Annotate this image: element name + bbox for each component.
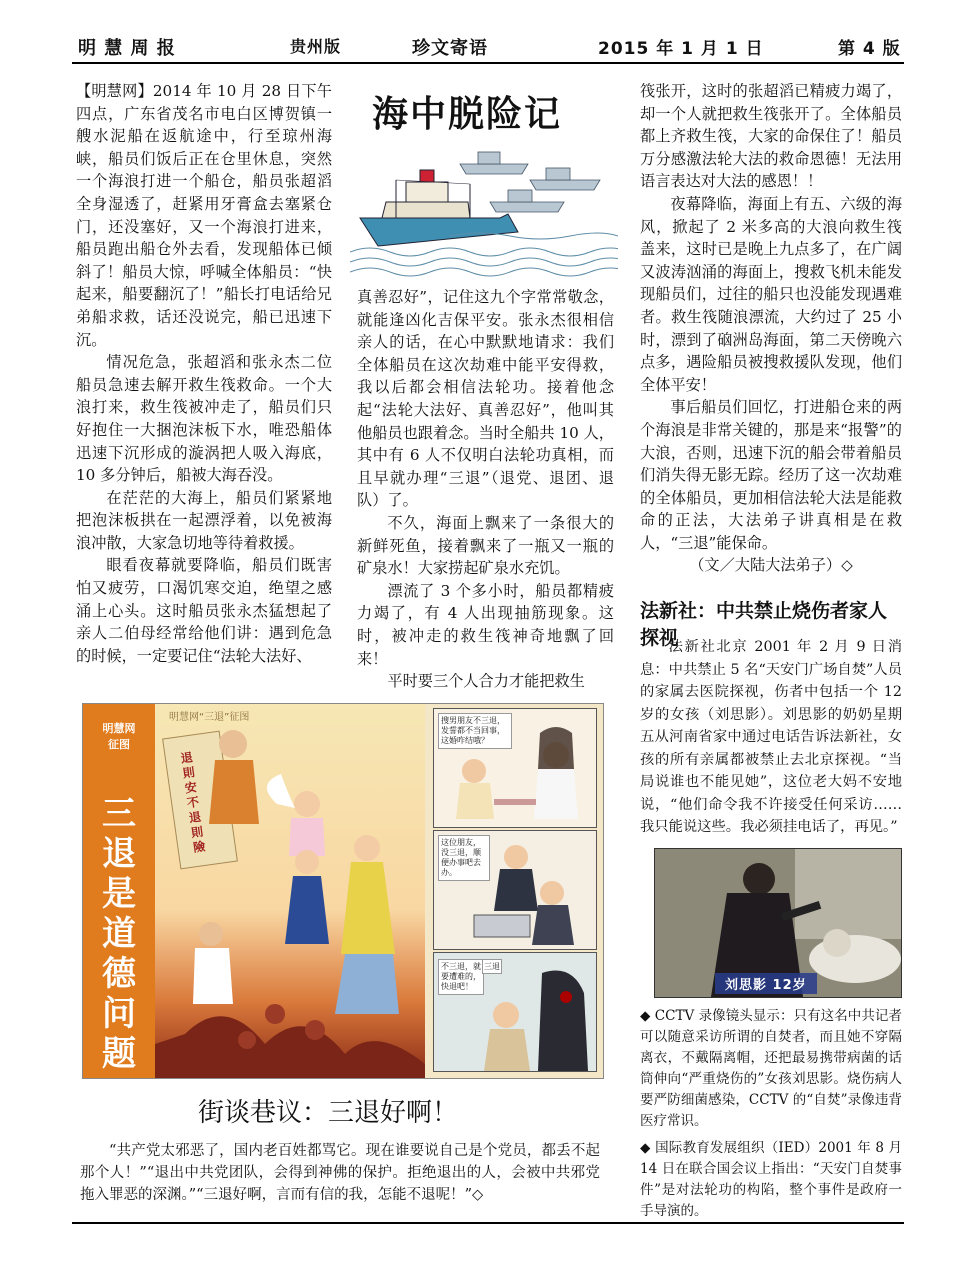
article-paragraph: 筏张开，这时的张超滔已精疲力竭了，却一个人就把救生筏张开了。全体船员都上齐救生筏，大家的命保住了！船员万分感激法轮大法的救命恩德！无法用语言表达对大法的感恩！！ [640,82,902,191]
article-column-3 [640,80,902,577]
cctv-caption: 刘思影 12岁 [715,973,817,994]
comic-speech-1: 搜男朋友不三退，发誓都不当回事，这婚咋结哦？ [438,713,512,749]
issue-date: 2015 年 1 月 1 日 [598,39,764,59]
sidebar-body [640,636,902,839]
sidebar-title: 法新社：中共禁止烧伤者家人探视 [640,600,888,649]
poster-figures [155,704,425,1078]
street-talk-body [80,1140,600,1206]
poster-side-title: 三退是道德问题 [102,794,136,1074]
article-column-1 [76,80,332,667]
poster-caption: 明慧网“三退”征图 [169,712,250,723]
article-paragraph: 事后船员们回忆，打进船仓来的两个海浪是非常关键的，那是来“报警”的大浪，否则，迅速下沉的船会带着船员们消失得无影无踪。经历了这一次劫难的全体船员，更加相信法轮大法是能救命的正法，大法弟子讲真相是在救人，“三退”能保命。 [640,398,902,552]
comic-illustration-2 [434,831,596,949]
article-paragraph: 真善忍好”，记住这九个字常常敬念，就能逢凶化吉保平安。张永杰很相信亲人的话，在心中默默地请求：我们全体船员在这次劫难中能平安得救，我以后都会相信法轮功。接着他念起“法轮大法好、真善忍好”，他叫其他船员也跟着念。当时全船共 10 人，其中有 6 人不仅明白法轮功真相，而且早就办理“三退”（退党、退团、退队）了。 [357,288,614,510]
article-paragraph: 情况危急，张超滔和张永杰二位船员急速去解开救生筏救命。一个大浪打来，救生筏被冲走了，船员们只好抱住一大捆泡沫板下水，唯恐船体迅速下沉形成的漩涡把人吸入海底，10 多分钟后，船被大海吞没。 [76,353,332,485]
article-paragraph: 平时要三个人合力才能把救生 [387,672,585,691]
article-paragraph: 夜幕降临，海面上有五、六级的海风，掀起了 2 米多高的大浪向救生筏盖来，这时已是晚上九点多了，在广阔又波涛汹涌的海面上，搜救飞机未能发现船员们，过往的船只也没能发现遇难者。救生筏随浪漂流，大约过了 25 小时，漂到了硇洲岛海面，第二天傍晚六点多，遇险船员被搜救援队发现，他们全体平安！ [640,194,902,394]
edition-label: 贵州版 [290,37,342,56]
comic-speech-3: 不三退，就要遭难的，快退吧！ [438,959,484,995]
poster-scroll-text: 退則安 不退則險 [179,750,207,855]
column-label: 珍文寄语 [412,38,488,59]
comic-illustration-1 [434,709,596,827]
header-rule [72,62,904,64]
article-column-2 [357,286,614,693]
comic-sign-1: 三退 [482,959,502,974]
page-number: 第 4 版 [838,39,901,59]
comic-panel-2 [433,830,597,950]
sidebar-note: ◆ CCTV 录像镜头显示：只有这名中共记者可以随意采访所谓的自焚者，而且她不穿隔离衣，不戴隔离帽，还把最易携带病菌的话筒伸向“严重烧伤的”女孩刘思影。烧伤病人要严防细菌感染，CCTV 的“自焚”录像违背医疗常识。 [640,1008,902,1129]
comic-speech-2: 这位朋友，没三退，顺便办事吧去办。 [438,835,490,881]
article-paragraph: 在茫茫的大海上，船员们紧紧地把泡沫板拱在一起漂浮着，以免被海浪冲散，大家急切地等待着救援。 [76,488,332,552]
street-talk-paragraph: “共产党太邪恶了，国内老百姓都骂它。现在谁要说自己是个党员，都丢不起那个人！”“退出中共党团队，会得到神佛的保护。拒绝退出的人，会被中共邪党拖入罪恶的深渊。”“三退好啊，言而有信的我，怎能不退呢！”◇ [80,1143,600,1203]
cctv-screenshot [654,848,902,998]
sidebar-paragraph: 法新社北京 2001 年 2 月 9 日消息：中共禁止 5 名“天安门广场自焚”人员的家属去医院探视，伤者中包括一个 12 岁的女孩（刘思影）。刘思影的奶奶星期五从河南省家中通过电话告诉法新社，女孩的所有亲属都被禁止去北京探视。“当局说谁也不能见她”，这位老大妈不安地说，“他们命令我不许接受任何采访……我只能说这些。我必须挂电话了，再见。” [640,639,902,835]
article-byline: （文／大陆大法弟子）◇ [689,556,853,575]
comic-panel-1 [433,708,597,828]
article-paragraph: 不久，海面上飘来了一条很大的新鲜死鱼，接着飘来了一瓶又一瓶的矿泉水！大家捞起矿泉水充饥。 [357,513,614,578]
comic-illustration-3 [434,953,596,1071]
comic-panel-3 [433,952,597,1072]
masthead: 明 慧 周 报 [78,38,176,59]
street-talk-title: 街谈巷议：三退好啊！ [198,1098,459,1128]
three-quits-poster [82,703,604,1079]
article-paragraph: 【明慧网】2014 年 10 月 28 日下午四点，广东省茂名市电白区博贺镇一艘水泥船在返航途中，行至琼州海峡，船员们饭后正在仓里休息，突然一个海浪打进一个船仓，船员张超滔全身湿透了，赶紧用牙膏盒去塞紧仓门，还没塞好，又一个海浪打进来，船员跑出船仓外去看，发现船体已倾斜了！船员大惊，呼喊全体船员：“快起来，船要翻沉了！”船长打电话给兄弟船求救，话还没说完，船已迅速下沉。 [76,82,332,349]
article-paragraph: 漂流了 3 个多小时，船员都精疲力竭了，有 4 人出现抽筋现象。这时，被冲走的救生筏神奇地飘了回来！ [357,581,614,668]
ship-illustration [350,140,618,278]
sidebar-note: ◆ 国际教育发展组织（IED）2001 年 8 月 14 日在联合国会议上指出：“天安门自焚事件”是对法轮功的构陷，整个事件是政府一手导演的。 [640,1140,902,1219]
footer-rule [72,1222,904,1224]
poster-main-scene [155,704,425,1078]
article-title: 海中脱险记 [372,94,563,135]
poster-badge: 明慧网 征图 [102,722,136,751]
article-paragraph: 眼看夜幕就要降临，船员们既害怕又疲劳，口渴饥寒交迫，绝望之感涌上心头。这时船员张永杰猛想起了亲人二伯母经常给他们讲：遇到危急的时候，一定要记住“法轮大法好、 [76,556,332,665]
sidebar-notes [640,1006,902,1228]
